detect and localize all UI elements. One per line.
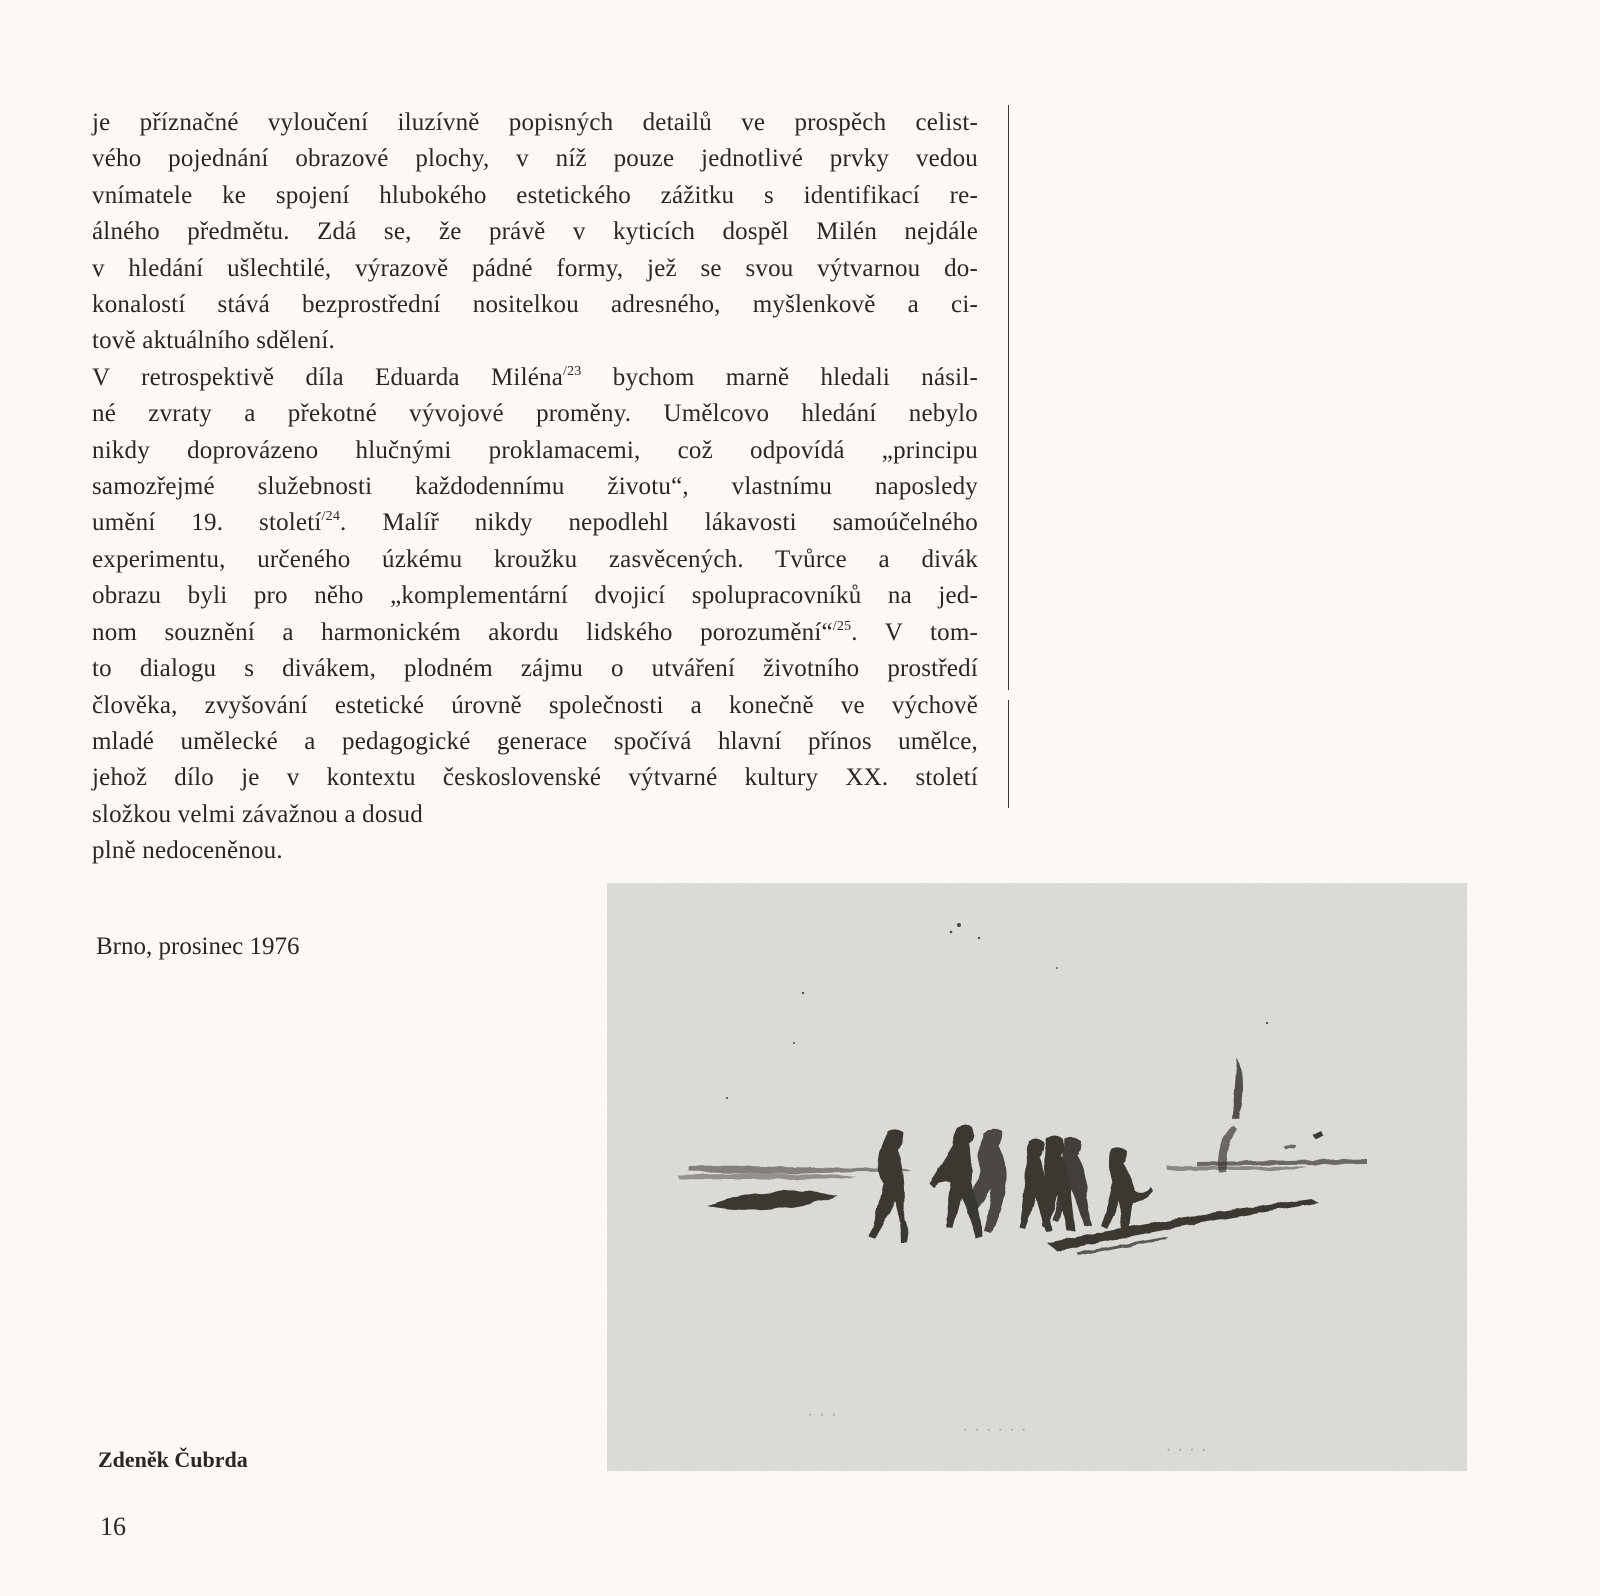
text-line	[92, 323, 978, 359]
text-segment: álného předmětu. Zdá se, že právě v kyticích dospěl Milén nejdále	[92, 218, 978, 246]
text-line	[92, 688, 978, 724]
text-line	[92, 651, 978, 687]
text-line	[92, 287, 978, 323]
place-date: Brno, prosinec 1976	[96, 933, 300, 960]
footnote-ref: /25	[832, 618, 852, 634]
text-segment: je příznačné vyloučení iluzívně popisných detailů ve prospěch celist-	[92, 109, 978, 136]
svg-text:· · · · · ·: · · · · · ·	[962, 1418, 1027, 1440]
text-segment: mladé umělecké a pedagogické generace spočívá hlavní přínos umělce,	[92, 727, 978, 755]
text-segment: plně nedoceněnou.	[92, 837, 283, 865]
text-segment: to dialogu s divákem, plodném zájmu o utváření životního prostředí	[92, 655, 978, 683]
svg-text:· · · ·: · · · ·	[1165, 1438, 1207, 1460]
article-text	[92, 105, 978, 870]
text-line	[92, 433, 978, 469]
text-line	[92, 396, 978, 432]
text-segment: konalostí stává bezprostřední nositelkou adresného, myšlenkově a ci-	[92, 291, 978, 319]
text-segment: složkou velmi závažnou a dosud	[92, 800, 423, 828]
text-segment: v hledání ušlechtilé, výrazově pádné formy, jež se svou výtvarnou do-	[92, 254, 978, 282]
text-segment: nikdy doprovázeno hlučnými proklamacemi, což odpovídá „principu	[92, 436, 978, 464]
text-line	[92, 724, 978, 760]
text-segment: tově aktuálního sdělení.	[92, 327, 335, 355]
text-line	[92, 141, 978, 177]
text-line	[92, 578, 978, 614]
text-segment: samozřejmé služebnosti každodennímu životu“, vlastnímu naposledy	[92, 473, 978, 501]
text-segment: umění 19. století	[92, 509, 322, 537]
margin-rule-upper	[1008, 105, 1009, 690]
text-line	[92, 360, 978, 396]
text-segment: . V tom-	[851, 618, 978, 646]
text-segment: bychom marně hledali násil-	[581, 363, 978, 391]
text-segment: experimentu, určeného úzkému kroužku zasvěcených. Tvůrce a divák	[92, 545, 978, 573]
text-segment: V retrospektivě díla Eduarda Miléna	[92, 363, 564, 391]
text-line	[92, 469, 978, 505]
text-line	[92, 760, 978, 796]
text-line	[92, 797, 978, 833]
text-line	[92, 105, 978, 141]
text-line	[92, 178, 978, 214]
illustration-figures-on-shore	[607, 883, 1467, 1471]
text-segment: jehož dílo je v kontextu československé výtvarné kultury XX. století	[92, 764, 978, 792]
text-segment: obrazu byli pro něho „komplementární dvojicí spolupracovníků na jed-	[92, 582, 978, 610]
author-signature: Zdeněk Čubrda	[98, 1447, 248, 1472]
text-line	[92, 251, 978, 287]
text-segment: člověka, zvyšování estetické úrovně společnosti a konečně ve výchově	[92, 691, 978, 719]
text-segment: né zvraty a překotné vývojové proměny. Umělcovo hledání nebylo	[92, 400, 978, 428]
text-line	[92, 542, 978, 578]
text-segment: . Malíř nikdy nepodlehl lákavosti samoúčelného	[340, 509, 978, 537]
text-line	[92, 833, 978, 869]
footnote-ref: /23	[563, 363, 582, 379]
text-line	[92, 505, 978, 541]
footnote-ref: /24	[321, 509, 341, 525]
text-segment: vého pojednání obrazové plochy, v níž pouze jednotlivé prvky vedou	[92, 145, 978, 173]
text-line	[92, 214, 978, 250]
svg-text:· · ·: · · ·	[807, 1403, 837, 1425]
text-segment: nom souznění a harmonickém akordu lidského porozumění“	[92, 618, 833, 646]
text-line	[92, 615, 978, 651]
margin-rule-lower	[1008, 700, 1009, 808]
text-segment: vnímatele ke spojení hlubokého estetického zážitku s identifikací re-	[92, 181, 978, 209]
page-number: 16	[100, 1512, 126, 1541]
